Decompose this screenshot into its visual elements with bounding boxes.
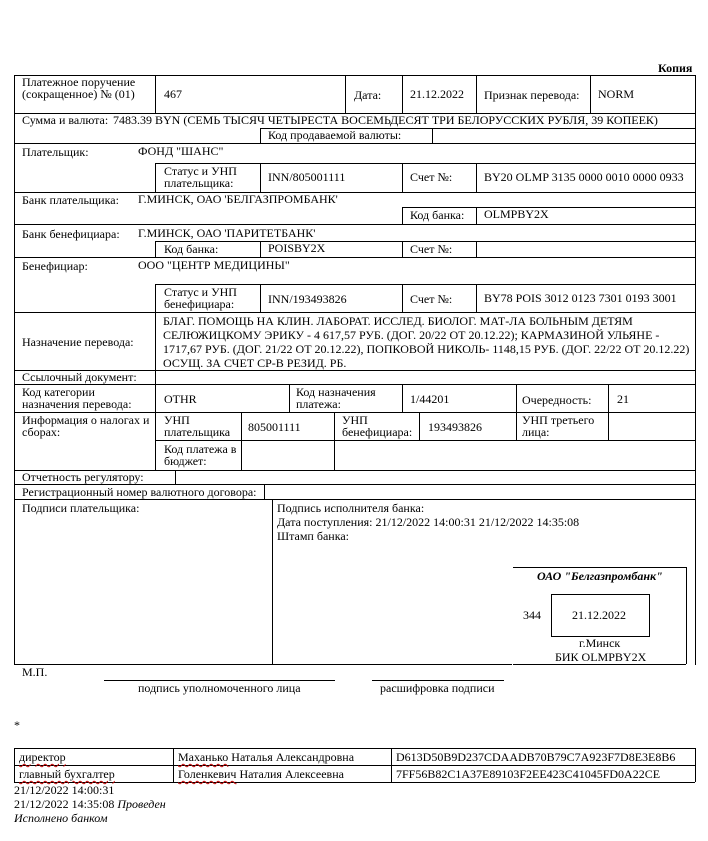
stamp-bic: БИК OLMPBY2X [555,650,647,664]
receipt-date: Дата поступления: 21/12/2022 14:00:31 21/12/2022 14:35:08 [277,515,580,529]
beneficiary-label: Бенефициар: [22,259,88,273]
payer-account-label: Счет №: [410,170,453,184]
beneficiary-unp: INN/193493826 [268,292,347,306]
beneficiary-bank-code-label: Код банка: [164,242,219,256]
signer-name: Голенкевич Наталия Алексеевна [178,767,344,781]
budget-code-label: Код платежа в бюджет: [164,442,237,468]
mp-label: М.П. [22,665,48,679]
bank-executor-signature-label: Подпись исполнителя банка: [277,501,425,515]
payment-code-label: Код назначения платежа: [296,385,376,411]
date-label: Дата: [354,88,382,102]
asterisk: * [14,718,20,732]
signer-role: директор [19,750,66,764]
priority: 21 [617,392,629,406]
beneficiary-bank-account-label: Счет №: [410,242,453,256]
taxes-beneficiary-unp-label: УНП бенефициара: [342,413,413,439]
payer-label: Плательщик: [22,145,89,159]
stamp-number: 344 [523,608,541,622]
category-value: OTHR [164,392,197,406]
payer-unp: INN/805001111 [268,170,346,184]
log-line-3: Исполнено банком [14,811,108,825]
payer-signatures-label: Подписи плательщика: [22,501,140,515]
log-line-2: 21/12/2022 14:35:08 Проведен [14,797,166,811]
beneficiary-account-label: Счет №: [410,292,453,306]
beneficiary-bank-code: POISBY2X [268,241,326,255]
payer-bank-label: Банк плательщика: [22,193,119,207]
stamp-date: 21.12.2022 [572,608,626,622]
reference-doc-label: Ссылочный документ: [22,370,137,384]
beneficiary-account: BY78 POIS 3012 0123 7301 0193 3001 [484,291,677,305]
category-label: Код категории назначения перевода: [22,385,132,411]
bank-stamp-label: Штамп банка: [277,529,349,543]
signer-hash: 7FF56B82C1A37E89103F2EE423C41045FD0A22CE [396,767,661,781]
taxes-payer-unp: 805001111 [248,420,301,434]
amount-text: 7483.39 BYN (СЕМЬ ТЫСЯЧ ЧЕТЫРЕСТА ВОСЕМЬДЕСЯТ ТРИ БЕЛОРУССКИХ РУБЛЯ, 39 КОПЕЕК) [113,113,658,127]
signature-decode-caption: расшифровка подписи [380,681,495,695]
payer-account: BY20 OLMP 3135 0000 0010 0000 0933 [484,170,684,184]
payment-code: 1/44201 [410,392,450,406]
order-title: Платежное поручение (сокращенное) № (01) [22,75,136,101]
signer-hash: D613D50B9D237CDAADB70B79C7A923F7D8E3E8B6 [396,750,676,764]
beneficiary-name: ООО "ЦЕНТР МЕДИЦИНЫ" [138,258,290,272]
taxes-beneficiary-unp: 193493826 [428,420,482,434]
payer-bank-name: Г.МИНСК, ОАО 'БЕЛГАЗПРОМБАНК' [138,192,338,206]
beneficiary-bank-name: Г.МИНСК, ОАО 'ПАРИТЕТБАНК' [138,226,316,240]
signer-name: Маханько Наталья Александровна [178,750,355,764]
order-date: 21.12.2022 [410,87,464,101]
payer-bank-code-label: Код банка: [410,208,465,222]
signer-role: главный бухгалтер [19,767,115,781]
taxes-payer-unp-label: УНП плательщика [164,413,231,439]
sold-currency-label: Код продаваемой валюты: [268,128,402,142]
copy-label: Копия [658,61,693,75]
priority-label: Очередность: [522,393,592,407]
transfer-sign: NORM [598,87,635,101]
order-number: 467 [164,87,182,101]
payer-status-unp-label: Статус и УНП плательщика: [164,164,237,190]
currency-contract-label: Регистрационный номер валютного договора: [22,485,257,499]
stamp-city: г.Минск [579,636,621,650]
purpose-label: Назначение перевода: [22,335,134,349]
regulator-report-label: Отчетность регулятору: [22,470,144,484]
stamp-date-box [551,594,650,637]
taxes-third-party-unp-label: УНП третьего лица: [522,413,595,439]
transfer-sign-label: Признак перевода: [484,88,580,102]
beneficiary-bank-label: Банк бенефициара: [22,227,120,241]
beneficiary-status-unp-label: Статус и УНП бенефициара: [164,285,237,311]
stamp-bank-name: ОАО "Белгазпромбанк" [537,569,663,583]
taxes-label: Информация о налогах и сборах: [22,413,150,439]
amount-label: Сумма и валюта: [22,113,109,127]
log-line-1: 21/12/2022 14:00:31 [14,783,115,797]
payer-bank-code: OLMPBY2X [484,207,549,221]
purpose-text: БЛАГ. ПОМОЩЬ НА КЛИН. ЛАБОРАТ. ИССЛЕД. БИОЛОГ. МАТ-ЛА БОЛЬНЫМ ДЕТЯМ СЕЛЮЖИЦКОМУ ЭРИКУ - 4 617,57 РУБ. (ДОГ. 20/22 ОТ 20.12.22); КАРМАЗИНОЙ УЛЬЯНЕ - 1717,67 РУБ. (ДОГ. 21/22 ОТ 20.12.22), ПОПКОВОЙ НИКОЛЬ- 1148,15 РУБ. (ДОГ. 22/22 ОТ 20.12.22) ОСУЩ. ЗА СЧЕТ СР-В РЕЗИД. РБ. [163,314,690,370]
payer-name: ФОНД "ШАНС" [138,144,224,158]
authorized-signature-caption: подпись уполномоченного лица [138,681,301,695]
